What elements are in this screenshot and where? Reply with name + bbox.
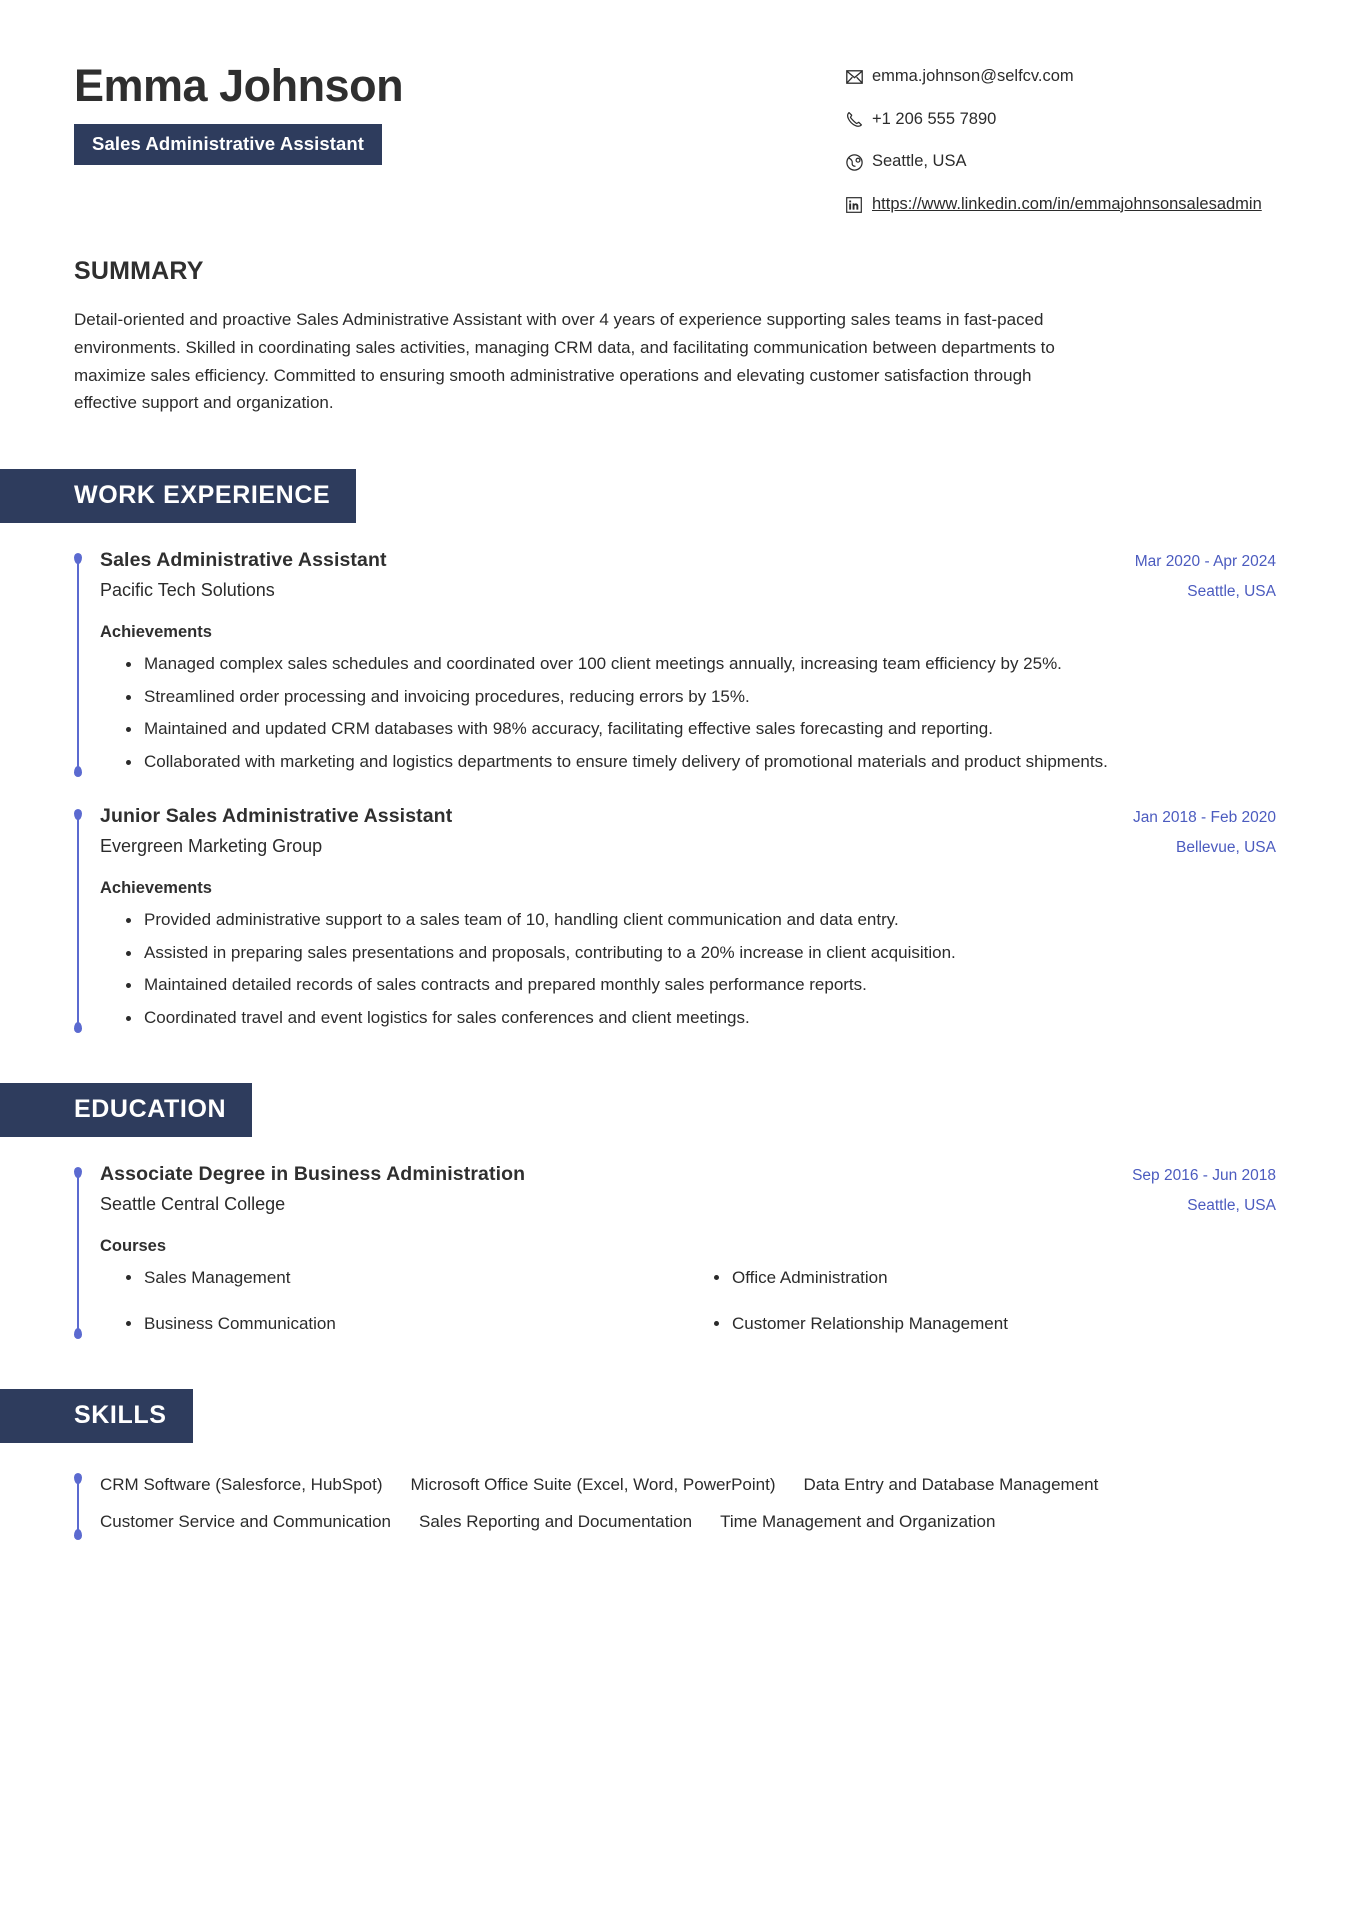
summary-heading: SUMMARY [74,257,204,286]
education-entry [74,1163,1276,1336]
list-item: Maintained detailed records of sales contracts and prepared monthly sales performance reports. [100,971,1276,999]
skills-heading: SKILLS [0,1389,193,1443]
skills-entry [74,1469,1276,1538]
phone-icon [846,109,872,131]
list-item: Customer Relationship Management [688,1310,1276,1337]
work-entry-location: Bellevue, USA [1176,839,1276,857]
timeline-dot-top-icon [74,1473,82,1484]
list-item: Maintained and updated CRM databases with 98% accuracy, facilitating effective sales forecasting and reporting. [100,715,1276,743]
resume-header [74,58,1276,217]
globe-icon [846,151,872,173]
timeline-dot-bottom-icon [74,1022,82,1033]
education-entry-head [100,1163,1276,1186]
education-date: Sep 2016 - Jun 2018 [1132,1167,1276,1185]
education-school: Seattle Central College [100,1194,286,1215]
summary-text: Detail-oriented and proactive Sales Administrative Assistant with over 4 years of experience supporting sales teams in fast-paced environments. Skilled in coordinating sales activities, managing CRM data, and facilitating communication between departments to maximize sales efficiency. Committed to ensuring smooth administrative operations and elevating customer satisfaction through effective support and organization. [74,310,1055,413]
skill-item: Data Entry and Database Management [803,1474,1099,1494]
timeline-line [77,1478,79,1534]
education-courses [100,1264,1276,1336]
list-item: Coordinated travel and event logistics for sales conferences and client meetings. [100,1004,1276,1032]
list-item: Assisted in preparing sales presentations and proposals, contributing to a 20% increase in client acquisition. [100,939,1276,967]
spacer [74,1337,1276,1389]
education-heading: EDUCATION [0,1083,252,1137]
contact-linkedin-text[interactable]: https://www.linkedin.com/in/emmajohnsonsalesadmin [872,194,1262,213]
education-sublabel: Courses [100,1237,167,1256]
work-entry-head [100,549,1276,572]
list-item: Provided administrative support to a sales team of 10, handling client communication and data entry. [100,906,1276,934]
contact-email [846,64,1276,90]
list-item: Streamlined order processing and invoicing procedures, reducing errors by 15%. [100,683,1276,711]
work-experience-heading: WORK EXPERIENCE [0,469,356,523]
spacer [74,1031,1276,1083]
envelope-icon [846,66,872,88]
timeline-dot-top-icon [74,1167,82,1178]
timeline-dot-bottom-icon [74,1529,82,1540]
contact-linkedin[interactable] [846,192,1276,218]
work-entry-sub [100,580,1276,601]
work-entry-organization: Pacific Tech Solutions [100,580,275,601]
timeline-dot-bottom-icon [74,766,82,777]
timeline-line [77,1172,79,1332]
education-banner-wrap [0,1083,1276,1137]
work-entry [74,805,1276,1031]
work-entry-organization: Evergreen Marketing Group [100,836,323,857]
timeline-line [77,814,79,1027]
work-entry-date: Mar 2020 - Apr 2024 [1134,553,1276,571]
work-entry-sub [100,836,1276,857]
work-entry-role: Junior Sales Administrative Assistant [100,805,453,828]
candidate-name: Emma Johnson [74,60,404,111]
list-item: Collaborated with marketing and logistics departments to ensure timely delivery of promotional materials and product shipments. [100,748,1276,776]
work-entry-location: Seattle, USA [1187,583,1276,601]
education-entry-sub [100,1194,1276,1215]
candidate-job-title: Sales Administrative Assistant [74,124,382,165]
work-entry-date: Jan 2018 - Feb 2020 [1132,809,1276,827]
work-entry-bullets [100,650,1276,775]
education-location: Seattle, USA [1187,1197,1276,1215]
list-item: Managed complex sales schedules and coordinated over 100 client meetings annually, increasing team efficiency by 25%. [100,650,1276,678]
work-entry-role: Sales Administrative Assistant [100,549,387,572]
work-entry [74,549,1276,775]
work-entry-bullets [100,906,1276,1031]
contact-location-text: Seattle, USA [872,152,967,171]
list-item: Business Communication [100,1310,688,1337]
contact-list [846,58,1276,217]
work-entry-sublabel: Achievements [100,879,212,898]
skills-list [100,1469,1110,1538]
timeline-dot-top-icon [74,809,82,820]
contact-phone [846,107,1276,133]
education-section [74,1083,1276,1336]
contact-email-text: emma.johnson@selfcv.com [872,67,1074,85]
skills-banner-wrap [0,1389,1276,1443]
contact-phone-text: +1 206 555 7890 [872,109,997,128]
skills-section [74,1389,1276,1538]
timeline-dot-bottom-icon [74,1328,82,1339]
skill-item: CRM Software (Salesforce, HubSpot) [100,1474,383,1494]
header-identity [74,58,403,165]
skill-item: Time Management and Organization [720,1512,996,1532]
work-entry-head [100,805,1276,828]
work-experience-section [74,469,1276,1031]
skill-item: Customer Service and Communication [100,1512,392,1532]
timeline-dot-top-icon [74,553,82,564]
skill-item: Sales Reporting and Documentation [419,1512,693,1532]
summary-section [74,257,1276,417]
work-entry-sublabel: Achievements [100,623,212,642]
list-item: Sales Management [100,1264,688,1291]
skill-item: Microsoft Office Suite (Excel, Word, PowerPoint) [410,1474,776,1494]
work-experience-banner-wrap [0,469,1276,523]
timeline-line [77,558,79,771]
list-item: Office Administration [688,1264,1276,1291]
spacer [74,417,1276,469]
contact-location [846,149,1276,175]
education-degree: Associate Degree in Business Administration [100,1163,526,1186]
linkedin-icon [846,194,872,216]
